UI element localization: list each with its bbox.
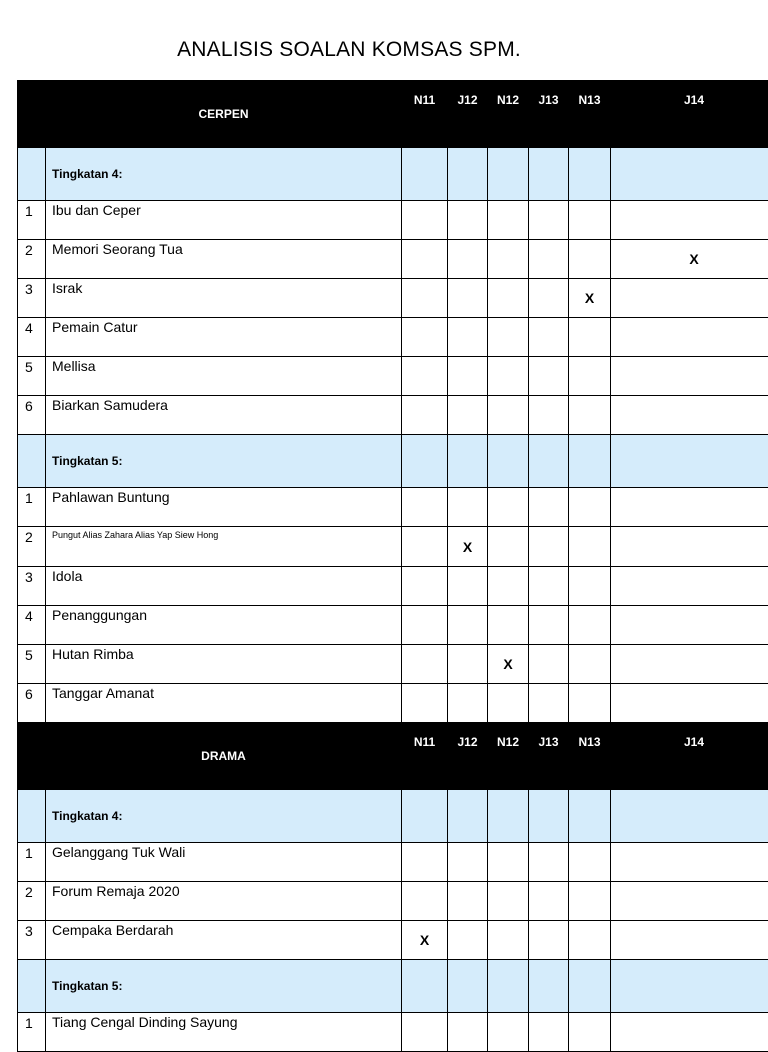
section-label: Tingkatan 5: — [46, 960, 402, 1013]
row-title: Idola — [46, 567, 402, 606]
section-cell — [569, 790, 611, 843]
mark-cell-n11 — [402, 488, 448, 527]
mark-cell-n13 — [569, 357, 611, 396]
mark-cell-j13 — [529, 606, 569, 645]
mark-cell-j13 — [529, 645, 569, 684]
section-cell — [611, 960, 768, 1013]
mark-cell-j12 — [448, 843, 488, 882]
mark-cell-j14 — [611, 882, 768, 921]
table-row — [18, 882, 768, 921]
mark-cell-j14 — [611, 645, 768, 684]
mark-cell-n12 — [488, 882, 529, 921]
row-number: 6 — [18, 396, 46, 435]
mark-cell-n12 — [488, 279, 529, 318]
row-number: 1 — [18, 1013, 46, 1052]
table-row — [18, 645, 768, 684]
mark-cell-n12 — [488, 318, 529, 357]
section-cell — [448, 148, 488, 201]
table-row — [18, 279, 768, 318]
section-cell — [529, 960, 569, 1013]
row-title: Memori Seorang Tua — [46, 240, 402, 279]
section-cell — [569, 960, 611, 1013]
mark-cell-n13 — [569, 318, 611, 357]
section-cell — [488, 435, 529, 488]
mark-cell-n13 — [569, 882, 611, 921]
section-cell — [402, 790, 448, 843]
section-cell — [448, 960, 488, 1013]
mark-cell-j14 — [611, 279, 768, 318]
mark-cell-n13 — [569, 843, 611, 882]
column-header-n11: N11 — [402, 723, 448, 790]
mark-cell-j12 — [448, 318, 488, 357]
section-cell — [529, 790, 569, 843]
mark-cell-j14 — [611, 357, 768, 396]
column-header-j12: J12 — [448, 81, 488, 148]
mark-cell-j12 — [448, 357, 488, 396]
mark-cell-n13 — [569, 645, 611, 684]
header-spacer — [18, 723, 46, 790]
mark-cell-j12: X — [448, 527, 488, 567]
mark-cell-n12 — [488, 684, 529, 723]
row-number: 6 — [18, 684, 46, 723]
mark-cell-j13 — [529, 488, 569, 527]
column-header-j13: J13 — [529, 81, 569, 148]
mark-cell-n12 — [488, 201, 529, 240]
mark-cell-j13 — [529, 240, 569, 279]
row-number: 1 — [18, 843, 46, 882]
header-spacer — [18, 81, 46, 148]
section-cell — [488, 960, 529, 1013]
table-row — [18, 488, 768, 527]
mark-cell-j14: X — [611, 240, 768, 279]
mark-cell-n11 — [402, 318, 448, 357]
mark-cell-n11 — [402, 357, 448, 396]
column-header-j14: J14 — [611, 723, 768, 790]
mark-cell-j12 — [448, 882, 488, 921]
row-number: 3 — [18, 567, 46, 606]
mark-cell-j12 — [448, 567, 488, 606]
mark-cell-n13 — [569, 488, 611, 527]
mark-cell-n11 — [402, 843, 448, 882]
section-cell — [488, 790, 529, 843]
mark-cell-j14 — [611, 606, 768, 645]
row-number: 1 — [18, 488, 46, 527]
mark-cell-n11 — [402, 645, 448, 684]
mark-cell-n11 — [402, 684, 448, 723]
page-title: ANALISIS SOALAN KOMSAS SPM. — [0, 38, 698, 62]
mark-cell-n11 — [402, 396, 448, 435]
mark-cell-j13 — [529, 921, 569, 960]
mark-cell-n12 — [488, 567, 529, 606]
column-header-n11: N11 — [402, 81, 448, 148]
mark-cell-j13 — [529, 567, 569, 606]
section-spacer — [18, 960, 46, 1013]
mark-cell-n13 — [569, 606, 611, 645]
mark-cell-j13 — [529, 843, 569, 882]
column-header-n12: N12 — [488, 81, 529, 148]
mark-cell-n13 — [569, 921, 611, 960]
mark-cell-j14 — [611, 843, 768, 882]
column-header-j12: J12 — [448, 723, 488, 790]
mark-cell-j14 — [611, 527, 768, 567]
mark-cell-n11 — [402, 240, 448, 279]
mark-cell-j13 — [529, 279, 569, 318]
mark-cell-n11 — [402, 527, 448, 567]
mark-cell-j14 — [611, 1013, 768, 1052]
mark-cell-n12 — [488, 527, 529, 567]
section-cell — [402, 960, 448, 1013]
mark-cell-j13 — [529, 201, 569, 240]
mark-cell-n13 — [569, 684, 611, 723]
table-row — [18, 1013, 768, 1052]
mark-cell-j12 — [448, 606, 488, 645]
table-row — [18, 240, 768, 279]
mark-cell-j14 — [611, 201, 768, 240]
mark-cell-j13 — [529, 882, 569, 921]
section-label: Tingkatan 4: — [46, 790, 402, 843]
drama-t4-section-row — [18, 790, 768, 843]
row-title: Tiang Cengal Dinding Sayung — [46, 1013, 402, 1052]
drama-header-row — [18, 723, 768, 790]
section-label: Tingkatan 5: — [46, 435, 402, 488]
column-header-n13: N13 — [569, 81, 611, 148]
table-row — [18, 843, 768, 882]
cerpen-t4-section-row — [18, 148, 768, 201]
section-cell — [611, 435, 768, 488]
section-label: Tingkatan 4: — [46, 148, 402, 201]
mark-cell-n13 — [569, 396, 611, 435]
section-cell — [402, 435, 448, 488]
column-header-n13: N13 — [569, 723, 611, 790]
row-title: Penanggungan — [46, 606, 402, 645]
row-title: Tanggar Amanat — [46, 684, 402, 723]
mark-cell-n12 — [488, 240, 529, 279]
mark-cell-j12 — [448, 279, 488, 318]
mark-cell-n13 — [569, 201, 611, 240]
row-title: Cempaka Berdarah — [46, 921, 402, 960]
section-cell — [611, 148, 768, 201]
row-number: 1 — [18, 201, 46, 240]
row-number: 4 — [18, 606, 46, 645]
mark-cell-j12 — [448, 684, 488, 723]
mark-cell-j14 — [611, 396, 768, 435]
row-title: Gelanggang Tuk Wali — [46, 843, 402, 882]
mark-cell-j12 — [448, 201, 488, 240]
row-title: Pahlawan Buntung — [46, 488, 402, 527]
section-cell — [569, 435, 611, 488]
row-title: Pungut Alias Zahara Alias Yap Siew Hong — [46, 527, 402, 567]
row-number: 2 — [18, 882, 46, 921]
cerpen-heading: CERPEN — [46, 81, 402, 148]
mark-cell-n12 — [488, 396, 529, 435]
section-cell — [448, 790, 488, 843]
mark-cell-j13 — [529, 527, 569, 567]
mark-cell-n12 — [488, 606, 529, 645]
mark-cell-n11 — [402, 201, 448, 240]
column-header-n12: N12 — [488, 723, 529, 790]
table-row — [18, 318, 768, 357]
mark-cell-n12 — [488, 921, 529, 960]
row-title: Mellisa — [46, 357, 402, 396]
cerpen-t5-section-row — [18, 435, 768, 488]
row-number: 5 — [18, 357, 46, 396]
column-header-j14: J14 — [611, 81, 768, 148]
mark-cell-n11 — [402, 279, 448, 318]
mark-cell-n12 — [488, 1013, 529, 1052]
mark-cell-j12 — [448, 921, 488, 960]
drama-heading: DRAMA — [46, 723, 402, 790]
mark-cell-n11 — [402, 882, 448, 921]
mark-cell-j13 — [529, 357, 569, 396]
drama-t5-section-row — [18, 960, 768, 1013]
section-cell — [569, 148, 611, 201]
mark-cell-j12 — [448, 396, 488, 435]
row-title: Biarkan Samudera — [46, 396, 402, 435]
table-row — [18, 396, 768, 435]
section-spacer — [18, 790, 46, 843]
row-title: Forum Remaja 2020 — [46, 882, 402, 921]
mark-cell-j14 — [611, 921, 768, 960]
table-row — [18, 921, 768, 960]
row-number: 4 — [18, 318, 46, 357]
section-spacer — [18, 435, 46, 488]
table-row — [18, 606, 768, 645]
table-row — [18, 201, 768, 240]
mark-cell-n11 — [402, 606, 448, 645]
mark-cell-n13 — [569, 567, 611, 606]
mark-cell-j12 — [448, 645, 488, 684]
mark-cell-j14 — [611, 488, 768, 527]
mark-cell-j14 — [611, 318, 768, 357]
section-cell — [488, 148, 529, 201]
mark-cell-j13 — [529, 684, 569, 723]
mark-cell-j13 — [529, 396, 569, 435]
row-number: 5 — [18, 645, 46, 684]
mark-cell-n13: X — [569, 279, 611, 318]
komsas-analysis-table — [17, 80, 768, 1052]
section-cell — [529, 148, 569, 201]
mark-cell-n11 — [402, 567, 448, 606]
section-cell — [611, 790, 768, 843]
mark-cell-n12 — [488, 843, 529, 882]
section-spacer — [18, 148, 46, 201]
row-title: Hutan Rimba — [46, 645, 402, 684]
row-title: Pemain Catur — [46, 318, 402, 357]
mark-cell-n11: X — [402, 921, 448, 960]
cerpen-header-row — [18, 81, 768, 148]
mark-cell-j13 — [529, 318, 569, 357]
mark-cell-n11 — [402, 1013, 448, 1052]
mark-cell-j12 — [448, 488, 488, 527]
mark-cell-n13 — [569, 1013, 611, 1052]
mark-cell-n13 — [569, 527, 611, 567]
column-header-j13: J13 — [529, 723, 569, 790]
mark-cell-n12 — [488, 357, 529, 396]
row-number: 3 — [18, 921, 46, 960]
row-title: Israk — [46, 279, 402, 318]
mark-cell-n12: X — [488, 645, 529, 684]
mark-cell-j14 — [611, 567, 768, 606]
row-number: 2 — [18, 240, 46, 279]
section-cell — [448, 435, 488, 488]
mark-cell-n12 — [488, 488, 529, 527]
mark-cell-j13 — [529, 1013, 569, 1052]
mark-cell-n13 — [569, 240, 611, 279]
row-title: Ibu dan Ceper — [46, 201, 402, 240]
row-number: 2 — [18, 527, 46, 567]
table-row — [18, 567, 768, 606]
section-cell — [402, 148, 448, 201]
mark-cell-j12 — [448, 1013, 488, 1052]
table-row — [18, 357, 768, 396]
table-row — [18, 684, 768, 723]
row-number: 3 — [18, 279, 46, 318]
section-cell — [529, 435, 569, 488]
mark-cell-j12 — [448, 240, 488, 279]
mark-cell-j14 — [611, 684, 768, 723]
table-row — [18, 527, 768, 567]
